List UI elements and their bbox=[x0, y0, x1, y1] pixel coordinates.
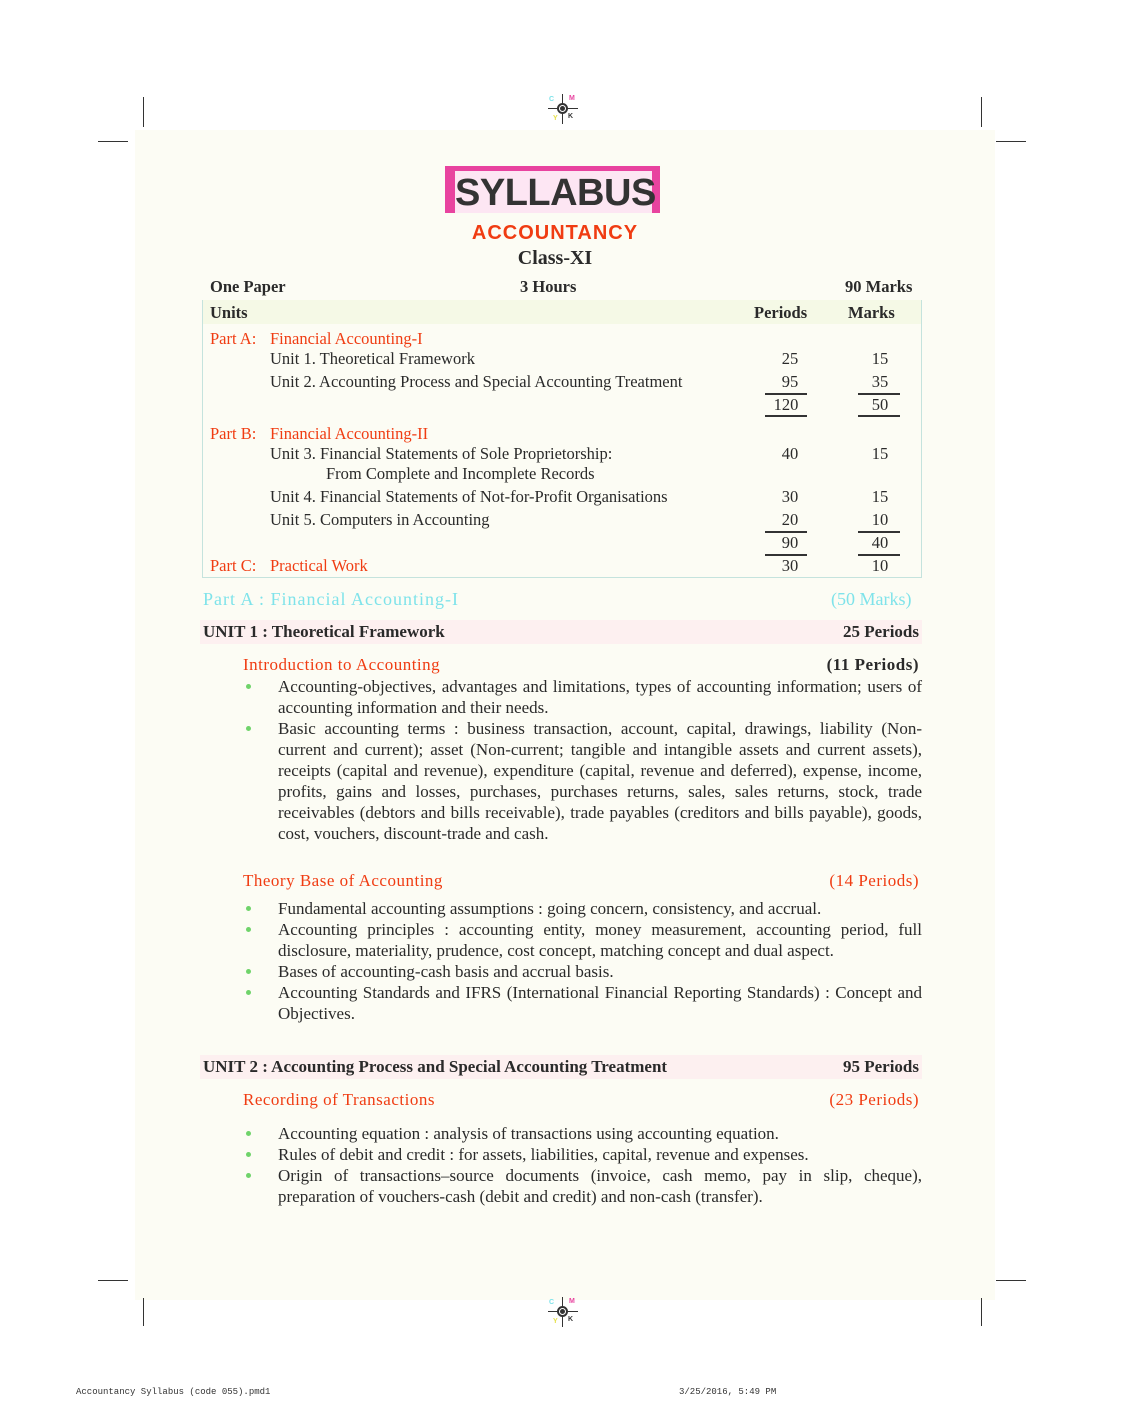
reg-y: Y bbox=[553, 115, 558, 122]
unit-title: UNIT 2 : Accounting Process and Special Accounting Treatment bbox=[203, 1057, 668, 1076]
crop-mark bbox=[98, 1280, 128, 1281]
part-c-title: Practical Work bbox=[270, 556, 368, 575]
part-c-periods: 30 bbox=[781, 556, 799, 575]
registration-mark-icon bbox=[548, 1297, 578, 1327]
header-periods: Periods bbox=[754, 303, 808, 322]
section-title: Recording of Transactions bbox=[243, 1090, 435, 1109]
unit-2-heading bbox=[200, 1055, 922, 1079]
reg-m: M bbox=[569, 95, 575, 102]
unit-marks: 15 bbox=[871, 487, 889, 506]
part-b-title: Financial Accounting-II bbox=[270, 424, 429, 443]
crop-mark bbox=[981, 1298, 982, 1326]
footer-timestamp: 3/25/2016, 5:49 PM bbox=[679, 1387, 777, 1397]
list-item: Fundamental accounting assumptions : going concern, consistency, and accrual. bbox=[243, 898, 922, 919]
list-item: Accounting-objectives, advantages and limitations, types of accounting information; users of accounting information and their needs. bbox=[243, 676, 922, 718]
unit-periods: 25 bbox=[781, 349, 799, 368]
unit-1-heading bbox=[200, 620, 922, 644]
unit-marks: 10 bbox=[871, 510, 889, 529]
part-heading: Part A : Financial Accounting-I bbox=[203, 589, 459, 609]
total-rule bbox=[858, 415, 900, 417]
section-periods: (11 Periods) bbox=[826, 655, 919, 674]
section-heading bbox=[243, 871, 919, 891]
part-c-marks: 10 bbox=[871, 556, 889, 575]
list-item: Basic accounting terms : business transaction, account, capital, drawings, liability (Non-current and current); asset (Non-current; tangible and intangible assets and current assets), receipts (capital and revenue), expenditure (capital, revenue and deferred), expense, income, profits, gains and losses, purchases, purchases returns, sales, sales returns, stock, trade receivables (debtors and bills receivable), trade payables (creditors and bills payable), goods, cost, vouchers, discount-trade and cash. bbox=[243, 718, 922, 844]
unit-periods: 20 bbox=[781, 510, 799, 529]
reg-m: M bbox=[569, 1298, 575, 1305]
section-periods: (14 Periods) bbox=[829, 871, 919, 890]
header-units: Units bbox=[210, 303, 248, 322]
unit-periods: 40 bbox=[781, 444, 799, 463]
section-heading bbox=[243, 1090, 919, 1110]
reg-c: C bbox=[549, 1299, 555, 1306]
class-label: Class-XI bbox=[517, 247, 593, 269]
section-periods: (23 Periods) bbox=[829, 1090, 919, 1109]
unit-periods: 25 Periods bbox=[842, 622, 919, 641]
list-item: Accounting Standards and IFRS (International Financial Reporting Standards) : Concept and Objectives. bbox=[243, 982, 922, 1024]
part-a-title: Financial Accounting-I bbox=[270, 329, 423, 348]
total-rule bbox=[765, 415, 807, 417]
subject-title: ACCOUNTANCY bbox=[471, 222, 639, 244]
list-item: Origin of transactions–source documents (invoice, cash memo, pay in slip, cheque), preparation of vouchers-cash (debit and credit) and non-cash (transfer). bbox=[243, 1165, 922, 1207]
page-title: SYLLABUS bbox=[455, 172, 656, 214]
unit-marks: 15 bbox=[871, 349, 889, 368]
bullet-list bbox=[243, 898, 922, 1024]
paper-count: One Paper bbox=[210, 277, 286, 296]
unit-marks: 35 bbox=[871, 372, 889, 391]
crop-mark bbox=[98, 141, 128, 142]
unit-marks: 15 bbox=[871, 444, 889, 463]
part-b-label: Part B: bbox=[210, 424, 257, 443]
unit-periods: 95 Periods bbox=[842, 1057, 919, 1076]
list-item: Rules of debit and credit : for assets, liabilities, capital, revenue and expenses. bbox=[243, 1144, 922, 1165]
list-item: Accounting equation : analysis of transactions using accounting equation. bbox=[243, 1123, 922, 1144]
unit-title: UNIT 1 : Theoretical Framework bbox=[203, 622, 445, 641]
reg-k: K bbox=[568, 113, 574, 120]
part-c-label: Part C: bbox=[210, 556, 257, 575]
part-b-total-marks: 40 bbox=[871, 533, 889, 552]
crop-mark bbox=[143, 97, 144, 127]
part-a-label: Part A: bbox=[210, 329, 257, 348]
unit-name: Unit 4. Financial Statements of Not-for-Profit Organisations bbox=[270, 487, 668, 506]
unit-periods: 30 bbox=[781, 487, 799, 506]
section-heading bbox=[243, 655, 919, 675]
header-marks: Marks bbox=[848, 303, 895, 322]
registration-mark-icon bbox=[548, 94, 578, 124]
unit-name: Unit 2. Accounting Process and Special Accounting Treatment bbox=[270, 372, 683, 391]
part-b-total-periods: 90 bbox=[781, 533, 799, 552]
crop-mark bbox=[996, 141, 1026, 142]
unit-name-continued: From Complete and Incomplete Records bbox=[326, 464, 595, 483]
reg-y: Y bbox=[553, 1318, 558, 1325]
unit-name: Unit 1. Theoretical Framework bbox=[270, 349, 475, 368]
crop-mark bbox=[981, 97, 982, 127]
paper-marks: 90 Marks bbox=[845, 277, 913, 296]
section-title: Theory Base of Accounting bbox=[243, 871, 443, 890]
list-item: Bases of accounting-cash basis and accrual basis. bbox=[243, 961, 922, 982]
bullet-list bbox=[243, 676, 922, 844]
unit-name: Unit 3. Financial Statements of Sole Proprietorship: bbox=[270, 444, 613, 463]
part-a-total-periods: 120 bbox=[773, 395, 799, 414]
crop-mark bbox=[996, 1280, 1026, 1281]
crop-mark bbox=[143, 1298, 144, 1326]
unit-periods: 95 bbox=[781, 372, 799, 391]
reg-c: C bbox=[549, 96, 555, 103]
reg-k: K bbox=[568, 1316, 574, 1323]
syllabus-title-box bbox=[445, 166, 660, 213]
unit-name: Unit 5. Computers in Accounting bbox=[270, 510, 490, 529]
bullet-list bbox=[243, 1123, 922, 1207]
part-a-total-marks: 50 bbox=[871, 395, 889, 414]
footer-filename: Accountancy Syllabus (code 055).pmd1 bbox=[76, 1387, 271, 1397]
section-title: Introduction to Accounting bbox=[243, 655, 441, 674]
paper-duration: 3 Hours bbox=[520, 277, 577, 296]
part-heading-marks: (50 Marks) bbox=[831, 589, 912, 609]
list-item: Accounting principles : accounting entity, money measurement, accounting period, full disclosure, materiality, prudence, cost concept, matching concept and dual aspect. bbox=[243, 919, 922, 961]
